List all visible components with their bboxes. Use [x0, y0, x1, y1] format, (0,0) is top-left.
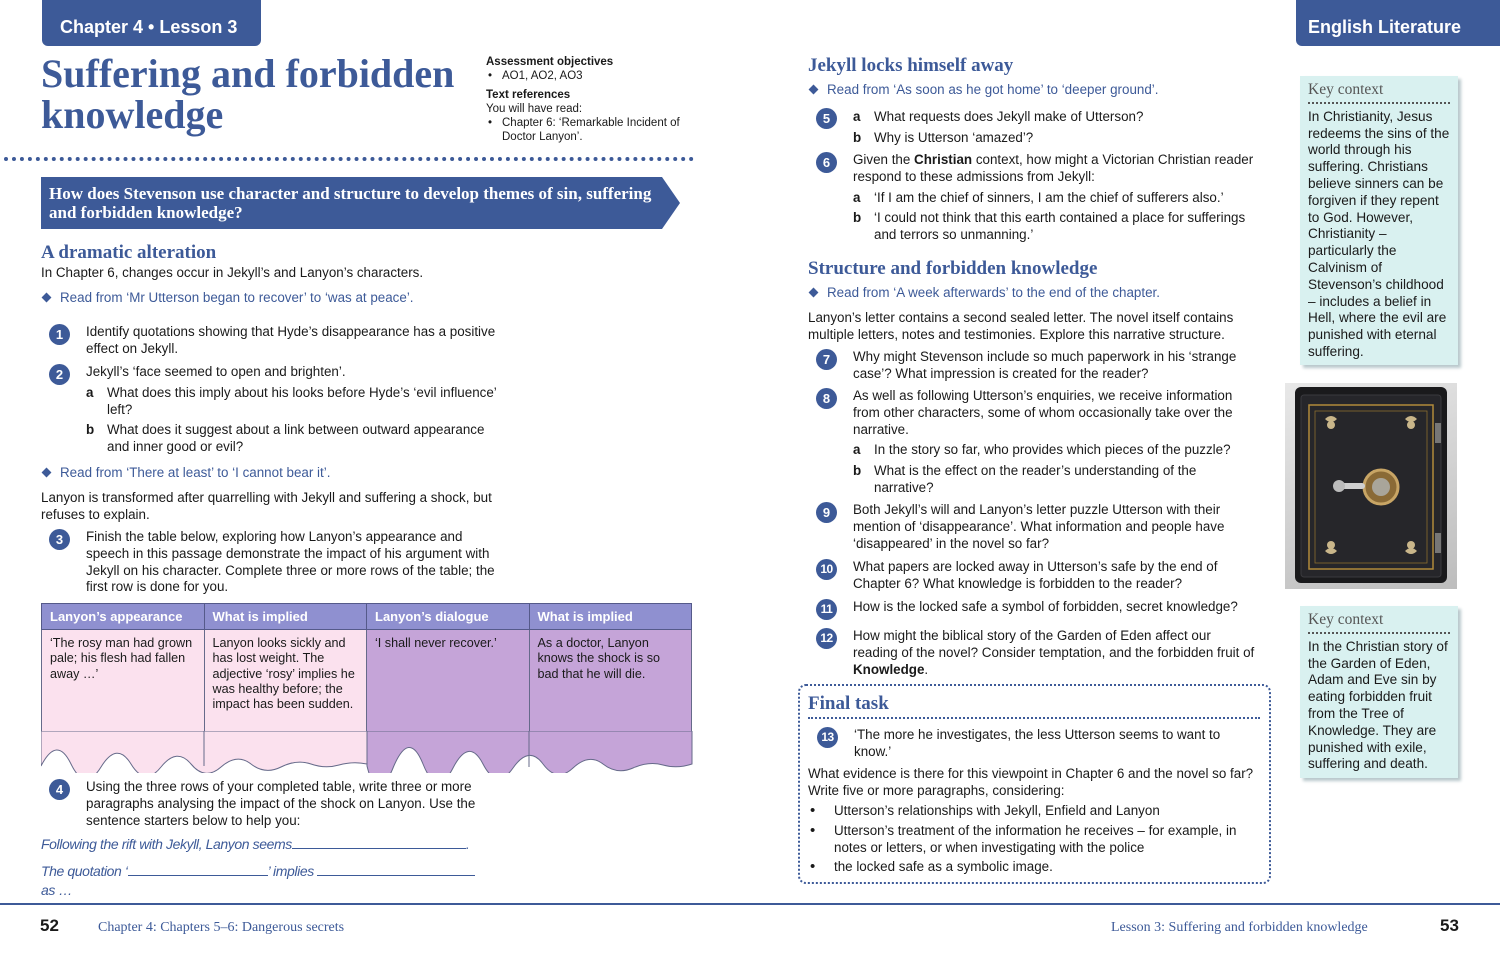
question-8a: a In the story so far, who provides which pieces of the puzzle?: [853, 442, 1231, 458]
question-number-5: 5: [816, 108, 837, 129]
table-header-implied-1: What is implied: [204, 604, 367, 630]
table-cell: As a doctor, Lanyon knows the shock is so bad that he will die.: [529, 630, 692, 732]
question-1-text: Identify quotations showing that Hyde’s disappearance has a positive effect on Jekyll.: [86, 324, 496, 356]
table-cell: ‘I shall never recover.’: [367, 630, 530, 732]
question-number-1: 1: [49, 324, 70, 345]
refs-item: • Chapter 6: ‘Remarkable Incident of Doctor Lanyon’.: [488, 117, 680, 143]
question-12-text: How might the biblical story of the Garden of Eden affect our reading of the novel? Consider temptation, and the forbidden fruit of Knowledge.: [853, 628, 1255, 677]
list-item: • the locked safe as a symbolic image.: [800, 859, 1265, 876]
question-number-11: 11: [816, 599, 837, 620]
page-title: [41, 53, 481, 135]
question-9: [816, 502, 1256, 552]
page-footer: [0, 903, 1500, 964]
final-task-divider: [808, 717, 1260, 719]
chapter-lesson-tab: Chapter 4 • Lesson 3: [42, 0, 261, 46]
assessment-item: • AO1, AO2, AO3: [488, 70, 583, 82]
question-number-3: 3: [49, 529, 70, 550]
list-item: • Utterson’s relationships with Jekyll, Enfield and Lanyon: [800, 803, 1265, 820]
question-1: [49, 324, 499, 358]
page-number-left: 52: [40, 916, 59, 935]
dotted-divider: [4, 157, 694, 161]
question-5b: b Why is Utterson ‘amazed’?: [853, 129, 1034, 145]
sentence-starter-1: Following the rift with Jekyll, Lanyon seems .: [41, 836, 470, 852]
question-banner: How does Stevenson use character and structure to develop themes of sin, suffering and forbidden knowledge?: [41, 177, 662, 229]
question-number-13: 13: [817, 727, 838, 748]
question-3-text: Finish the table below, exploring how Lanyon’s appearance and speech in this passage demonstrate the impact of his argument with Jekyll on his character. Complete three or more rows of the table; the first row is done for you.: [86, 529, 495, 595]
question-12: [816, 628, 1256, 678]
question-4-text: Using the three rows of your completed table, write three or more paragraphs analysing the impact of the shock on Lanyon. Use the sentence starters below to help you:: [86, 779, 476, 828]
read-instruction-4: Read from ‘A week afterwards’ to the end of the chapter.: [808, 285, 1160, 302]
table-header-appearance: Lanyon’s appearance: [42, 604, 205, 630]
key-context-title: Key context: [1308, 612, 1450, 634]
table-cell: ‘The rosy man had grown pale; his flesh had fallen away …’: [42, 630, 205, 732]
question-2-text: Jekyll’s ‘face seemed to open and brighten’.: [86, 364, 346, 379]
section3-paragraph: Lanyon’s letter contains a second sealed letter. The novel itself contains multiple letters, notes and testimonies. Explore this narrative structure.: [808, 310, 1234, 342]
table-row: [42, 630, 692, 732]
read-instruction-3: Read from ‘As soon as he got home’ to ‘deeper ground’.: [808, 82, 1159, 99]
refs-intro: You will have read:: [486, 103, 583, 115]
locked-safe-icon: [1285, 383, 1457, 589]
question-4: [49, 779, 499, 829]
section1-paragraph: Lanyon is transformed after quarrelling with Jekyll and suffering a shock, but refuses to explain.: [41, 490, 492, 522]
question-6b: b ‘I could not think that this earth contained a place for sufferings and terrors so unmanning.’: [853, 210, 1246, 243]
table-header-implied-2: What is implied: [529, 604, 692, 630]
section-heading-jekyll-locks: Jekyll locks himself away: [808, 55, 1014, 76]
final-task-box: [798, 684, 1271, 884]
final-task-paragraph: What evidence is there for this viewpoint in Chapter 6 and the novel so far? Write five or more paragraphs, considering:: [808, 766, 1254, 798]
question-number-8: 8: [816, 388, 837, 409]
question-number-6: 6: [816, 152, 837, 173]
question-number-4: 4: [49, 779, 70, 800]
question-7-text: Why might Stevenson include so much paperwork in his ‘strange case’? What impression is created for the reader?: [853, 349, 1237, 381]
section-heading-dramatic-alteration: A dramatic alteration: [41, 242, 217, 263]
page-number-right: 53: [1440, 916, 1459, 935]
subject-tab: English Literature: [1296, 0, 1500, 46]
sentence-starter-2: The quotation ‘ ’ implies as …: [41, 862, 501, 900]
key-context-box-2: [1300, 606, 1458, 778]
read-instruction-2: Read from ‘There at least’ to ‘I cannot bear it’.: [41, 465, 330, 482]
key-context-title: Key context: [1308, 82, 1450, 104]
question-number-2: 2: [49, 364, 70, 385]
question-7: [816, 349, 1256, 383]
question-6: [816, 152, 1256, 244]
question-3: [49, 529, 499, 596]
list-item: • Utterson’s treatment of the information he receives – for example, in notes or letters, or when investigating with the police: [800, 823, 1265, 857]
question-8-text: As well as following Utterson’s enquiries, we receive information from other characters, some of whom occasionally take over the narrative.: [853, 388, 1233, 437]
read-instruction-1: Read from ‘Mr Utterson began to recover’ to ‘was at peace’.: [41, 290, 414, 307]
question-number-9: 9: [816, 502, 837, 523]
key-context-text: In Christianity, Jesus redeems the sins of the world through his suffering. Christians believe sinners can be forgiven if they repent to God. However, Christianity – particularly the Calvinism of Stevenson’s childhood – includes a belief in Hell, where the evil are punished with eternal suffering.: [1308, 108, 1450, 359]
final-task-heading: Final task: [808, 693, 889, 714]
question-6-text: Given the Christian context, how might a Victorian Christian reader respond to these admissions from Jekyll:: [853, 152, 1254, 184]
footer-lesson-title: Lesson 3: Suffering and forbidden knowledge: [1111, 920, 1368, 935]
table-header-dialogue: Lanyon’s dialogue: [367, 604, 530, 630]
question-number-12: 12: [816, 628, 837, 649]
key-context-text: In the Christian story of the Garden of Eden, Adam and Eve sin by eating forbidden fruit from the Tree of Knowledge. They are punished with exile, suffering and death.: [1308, 638, 1448, 772]
assessment-heading: Assessment objectives: [486, 56, 614, 68]
diamond-icon: [42, 468, 52, 478]
footer-chapter-title: Chapter 4: Chapters 5–6: Dangerous secrets: [98, 920, 345, 935]
question-2: [49, 364, 499, 456]
diamond-icon: [809, 288, 819, 298]
diamond-icon: [809, 85, 819, 95]
final-task-bullets: [800, 803, 1265, 879]
diamond-icon: [42, 293, 52, 303]
question-8: [816, 388, 1256, 497]
question-number-7: 7: [816, 349, 837, 370]
table-empty-torn-row: [41, 731, 693, 773]
question-number-10: 10: [816, 559, 837, 580]
assessment-box: [486, 55, 696, 144]
analysis-table: [41, 603, 692, 732]
question-9-text: Both Jekyll’s will and Lanyon’s letter puzzle Utterson with their mention of ‘disappearance’. What information and people have ‘disappeared’ in the novel so far?: [853, 502, 1225, 551]
question-2a: a What does this imply about his looks before Hyde’s ‘evil influence’ left?: [86, 384, 497, 417]
table-cell: Lanyon looks sickly and has lost weight. The adjective ‘rosy’ implies he was healthy before; the impact has been sudden.: [204, 630, 367, 732]
refs-heading: Text references: [486, 89, 571, 101]
question-11: [816, 599, 1256, 616]
question-5: [816, 108, 1256, 147]
question-11-text: How is the locked safe a symbol of forbidden, secret knowledge?: [853, 599, 1238, 614]
question-2b: b What does it suggest about a link between outward appearance and inner good or evil?: [86, 422, 485, 455]
section1-intro: In Chapter 6, changes occur in Jekyll’s and Lanyon’s characters.: [41, 265, 424, 280]
question-10-text: What papers are locked away in Utterson’s safe by the end of Chapter 6? What knowledge is forbidden to the reader?: [853, 559, 1218, 591]
question-8b: b What is the effect on the reader’s understanding of the narrative?: [853, 463, 1197, 495]
banner-arrow: [662, 177, 680, 229]
question-6a: a ‘If I am the chief of sinners, I am the chief of sufferers also.’: [853, 189, 1224, 205]
question-13: [817, 727, 1257, 761]
safe-image: [1285, 383, 1457, 589]
title-line-1: Suffering and forbidden: [41, 51, 455, 96]
question-5a: a What requests does Jekyll make of Utterson?: [853, 109, 1144, 124]
question-10: [816, 559, 1256, 593]
question-13-text: ‘The more he investigates, the less Utterson seems to want to know.’: [854, 727, 1221, 759]
key-context-box-1: [1300, 76, 1458, 365]
title-line-2: knowledge: [41, 92, 224, 137]
section-heading-structure: Structure and forbidden knowledge: [808, 258, 1098, 279]
